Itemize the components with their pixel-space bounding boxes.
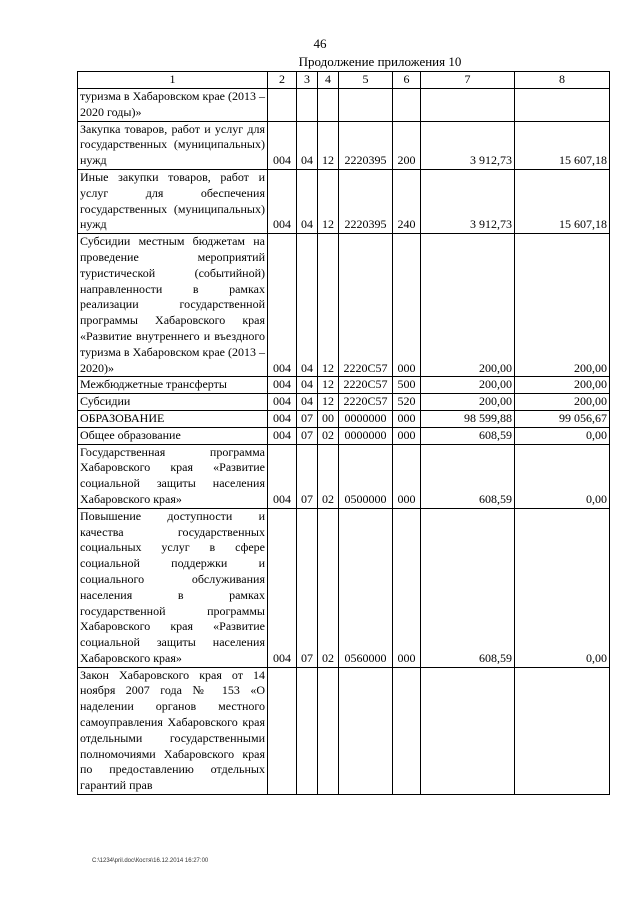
cell-section: 07 — [297, 444, 318, 508]
cell-ministry-code — [268, 667, 297, 794]
row-name: Субсидии местным бюджетам на проведение мероприятий туристической (событийной) направленности в рамках реализации государственной программы Хабаровского края «Развитие внутреннего и въездного туризма в Хабаровском крае (2013 – 2020)» — [78, 234, 268, 377]
cell-amount-1: 98 599,88 — [421, 410, 515, 427]
continuation-title: Продолжение приложения 10 — [298, 54, 462, 69]
cell-amount-1: 608,59 — [421, 427, 515, 444]
cell-target-article — [339, 89, 393, 122]
cell-amount-2: 0,00 — [515, 508, 610, 667]
cell-section: 04 — [297, 121, 318, 169]
cell-target-article: 0000000 — [339, 410, 393, 427]
cell-expense-type: 500 — [393, 377, 421, 394]
cell-amount-2: 200,00 — [515, 234, 610, 377]
cell-target-article: 2220С57 — [339, 377, 393, 394]
cell-subsection — [318, 89, 339, 122]
cell-section: 04 — [297, 234, 318, 377]
cell-section: 07 — [297, 508, 318, 667]
cell-amount-1: 200,00 — [421, 394, 515, 411]
cell-amount-1: 3 912,73 — [421, 121, 515, 169]
table-row — [78, 427, 610, 444]
cell-target-article: 2220395 — [339, 121, 393, 169]
row-name: ОБРАЗОВАНИЕ — [78, 410, 268, 427]
row-name: туризма в Хабаровском крае (2013 – 2020 годы)» — [78, 89, 268, 122]
cell-subsection: 02 — [318, 427, 339, 444]
cell-target-article: 2220С57 — [339, 394, 393, 411]
cell-ministry-code — [268, 89, 297, 122]
cell-section: 04 — [297, 377, 318, 394]
cell-target-article — [339, 667, 393, 794]
cell-amount-1: 3 912,73 — [421, 169, 515, 233]
cell-amount-2: 15 607,18 — [515, 121, 610, 169]
row-name: Повышение доступности и качества государственных социальных услуг в сфере социальной поддержки и социального обслуживания населения в рамках государственной программы Хабаровского края «Развитие социальной защиты населения Хабаровского края» — [78, 508, 268, 667]
cell-amount-1: 200,00 — [421, 377, 515, 394]
cell-amount-1: 200,00 — [421, 234, 515, 377]
column-header: 7 — [421, 72, 515, 89]
cell-amount-2 — [515, 89, 610, 122]
cell-subsection: 02 — [318, 444, 339, 508]
row-name: Закон Хабаровского края от 14 ноября 2007 года № 153 «О наделении органов местного самоуправления Хабаровского края отдельными государственными полномочиями Хабаровского края по предоставлению отдельных гарантий прав — [78, 667, 268, 794]
cell-target-article: 0560000 — [339, 508, 393, 667]
cell-expense-type: 000 — [393, 427, 421, 444]
table-row — [78, 410, 610, 427]
cell-amount-1: 608,59 — [421, 508, 515, 667]
cell-amount-2: 0,00 — [515, 427, 610, 444]
cell-subsection: 12 — [318, 377, 339, 394]
cell-amount-2: 0,00 — [515, 444, 610, 508]
cell-ministry-code: 004 — [268, 444, 297, 508]
cell-expense-type: 200 — [393, 121, 421, 169]
column-header: 4 — [318, 72, 339, 89]
header-row — [78, 72, 610, 89]
cell-amount-2: 99 056,67 — [515, 410, 610, 427]
row-name: Иные закупки товаров, работ и услуг для обеспечения государственных (муниципальных) нужд — [78, 169, 268, 233]
cell-subsection — [318, 667, 339, 794]
cell-amount-1: 608,59 — [421, 444, 515, 508]
column-header: 6 — [393, 72, 421, 89]
cell-section: 04 — [297, 394, 318, 411]
cell-section: 07 — [297, 427, 318, 444]
cell-amount-2: 200,00 — [515, 377, 610, 394]
table-row — [78, 394, 610, 411]
row-name: Общее образование — [78, 427, 268, 444]
cell-section: 07 — [297, 410, 318, 427]
file-path-footer: C:\1234\pril.doc\Костя\16.12.2014 16:27:00 — [92, 858, 209, 864]
cell-target-article: 0000000 — [339, 427, 393, 444]
column-header: 1 — [78, 72, 268, 89]
cell-expense-type: 000 — [393, 234, 421, 377]
cell-amount-1 — [421, 667, 515, 794]
budget-table — [77, 71, 610, 795]
cell-expense-type: 520 — [393, 394, 421, 411]
cell-ministry-code: 004 — [268, 508, 297, 667]
cell-subsection: 12 — [318, 394, 339, 411]
cell-ministry-code: 004 — [268, 234, 297, 377]
column-header: 3 — [297, 72, 318, 89]
cell-section — [297, 89, 318, 122]
column-header: 5 — [339, 72, 393, 89]
cell-subsection: 12 — [318, 169, 339, 233]
table-row — [78, 234, 610, 377]
table-row — [78, 121, 610, 169]
cell-subsection: 02 — [318, 508, 339, 667]
row-name: Закупка товаров, работ и услуг для государственных (муниципальных) нужд — [78, 121, 268, 169]
cell-ministry-code: 004 — [268, 377, 297, 394]
cell-amount-1 — [421, 89, 515, 122]
row-name: Государственная программа Хабаровского края «Развитие социальной защиты населения Хабаровского края» — [78, 444, 268, 508]
cell-expense-type: 000 — [393, 444, 421, 508]
cell-ministry-code: 004 — [268, 169, 297, 233]
column-header: 2 — [268, 72, 297, 89]
table-row — [78, 89, 610, 122]
row-name: Межбюджетные трансферты — [78, 377, 268, 394]
cell-subsection: 12 — [318, 121, 339, 169]
page-number: 46 — [313, 36, 327, 51]
table-row — [78, 169, 610, 233]
table-row — [78, 508, 610, 667]
cell-ministry-code: 004 — [268, 410, 297, 427]
row-name: Субсидии — [78, 394, 268, 411]
cell-section: 04 — [297, 169, 318, 233]
cell-amount-2: 15 607,18 — [515, 169, 610, 233]
cell-ministry-code: 004 — [268, 427, 297, 444]
cell-expense-type: 000 — [393, 410, 421, 427]
cell-amount-2: 200,00 — [515, 394, 610, 411]
table-row — [78, 377, 610, 394]
cell-expense-type: 240 — [393, 169, 421, 233]
cell-target-article: 2220С57 — [339, 234, 393, 377]
table-row — [78, 667, 610, 794]
cell-section — [297, 667, 318, 794]
cell-expense-type: 000 — [393, 508, 421, 667]
cell-expense-type — [393, 89, 421, 122]
cell-subsection: 12 — [318, 234, 339, 377]
cell-target-article: 2220395 — [339, 169, 393, 233]
cell-ministry-code: 004 — [268, 394, 297, 411]
cell-expense-type — [393, 667, 421, 794]
table-row — [78, 444, 610, 508]
cell-ministry-code: 004 — [268, 121, 297, 169]
cell-target-article: 0500000 — [339, 444, 393, 508]
cell-subsection: 00 — [318, 410, 339, 427]
column-header: 8 — [515, 72, 610, 89]
cell-amount-2 — [515, 667, 610, 794]
